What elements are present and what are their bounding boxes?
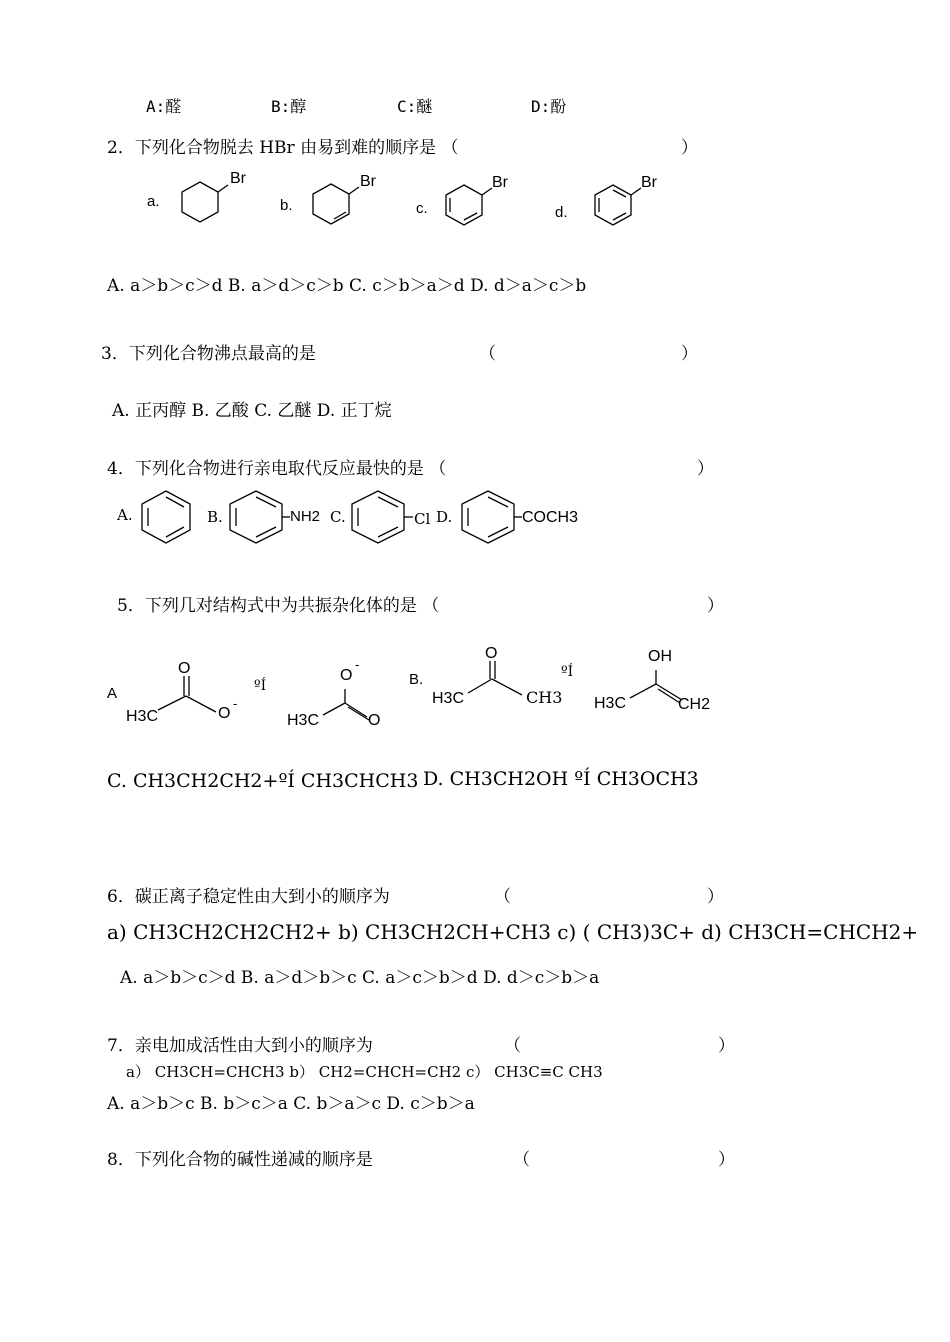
q4-subst-coch3: COCH3: [522, 509, 579, 526]
q1-option-a: A:醛: [146, 97, 182, 116]
q5-label-a: A: [107, 685, 118, 702]
q5-b1-h3c: H3C: [432, 690, 465, 707]
q1-option-b: B:醇: [271, 97, 307, 116]
q5-stem: 5．下列几对结构式中为共振杂化体的是 （: [117, 596, 440, 616]
q5-sep-a: ºÍ: [254, 678, 267, 694]
q2-answers: A. a＞b＞c＞d B. a＞d＞c＞b C. c＞b＞a＞d D. d＞a＞c＞b: [107, 276, 587, 296]
q4-structure-b-aniline: [226, 489, 296, 545]
q8-open-paren: （: [513, 1150, 530, 1170]
q3-answers: A. 正丙醇 B. 乙酸 C. 乙醚 D. 正丁烷: [112, 401, 392, 421]
q4-structure-a-benzene: [138, 489, 198, 545]
q7-open-paren: （: [504, 1036, 521, 1056]
q1-option-d: D:酚: [531, 97, 567, 116]
q8-close-paren: ）: [718, 1150, 735, 1170]
q5-b2-oh: OH: [648, 648, 672, 665]
q3-open-paren: （: [479, 344, 496, 364]
q2-br-a: Br: [230, 170, 246, 187]
q7-items: a） CH3CH=CHCH3 b） CH2=CHCH=CH2 c） CH3C≡C CH3: [126, 1063, 603, 1081]
q2-br-c: Br: [492, 174, 508, 191]
q5-a2-h3c: H3C: [287, 712, 320, 729]
q4-subst-cl: Cl: [414, 510, 431, 528]
q6-answers: A. a＞b＞c＞d B. a＞d＞b＞c C. a＞c＞b＞d D. d＞c＞b＞a: [120, 968, 600, 988]
q7-close-paren: ）: [718, 1036, 735, 1056]
q4-label-b: B.: [207, 508, 223, 526]
q4-stem: 4．下列化合物进行亲电取代反应最快的是 （: [107, 459, 447, 479]
q2-structure-c: [444, 181, 494, 231]
q5-option-d: D. CH3CH2OH ºÍ CH3OCH3: [423, 768, 699, 790]
q2-structure-a: [180, 178, 230, 228]
q2-label-c: c.: [416, 200, 428, 217]
q5-a2-minus: -: [355, 657, 360, 672]
q2-stem: 2．下列化合物脱去 HBr 由易到难的顺序是 （: [107, 138, 459, 158]
q2-br-b: Br: [360, 173, 376, 190]
q4-label-d: D.: [436, 508, 453, 526]
q5-a2-carbonyl-o: O: [368, 712, 381, 729]
q4-structure-c-chlorobenzene: [350, 489, 420, 545]
q6-open-paren: （: [494, 887, 511, 907]
q7-answers: A. a＞b＞c B. b＞c＞a C. b＞a＞c D. c＞b＞a: [107, 1094, 475, 1114]
q5-b2-ch2: CH2: [678, 696, 711, 713]
q5-b2-h3c: H3C: [594, 695, 627, 712]
q2-structure-d: [593, 181, 643, 231]
q5-close-paren: ）: [707, 596, 724, 616]
q5-option-c: C. CH3CH2CH2+ºÍ CH3CHCH3: [107, 770, 419, 792]
q5-a1-carbonyl-o: O: [178, 660, 191, 677]
q6-items: a) CH3CH2CH2CH2+ b) CH3CH2CH+CH3 c) ( CH3)3C+ d) CH3CH=CHCH2+: [107, 920, 919, 944]
q4-label-c: C.: [330, 508, 346, 526]
q2-close-paren: ）: [681, 138, 698, 158]
q2-structure-b: [311, 180, 361, 230]
q2-label-d: d.: [555, 204, 568, 221]
q5-a1-minus: -: [233, 696, 238, 711]
q5-a2-anion-o: O: [340, 667, 353, 684]
q5-a1-h3c: H3C: [126, 708, 159, 725]
q1-option-c: C:醚: [397, 97, 433, 116]
q7-stem: 7．亲电加成活性由大到小的顺序为: [107, 1036, 373, 1056]
q8-stem: 8．下列化合物的碱性递减的顺序是: [107, 1150, 373, 1170]
q2-br-d: Br: [641, 174, 657, 191]
q5-b1-carbonyl-o: O: [485, 645, 498, 662]
q4-structure-d-acetophenone: [458, 489, 528, 545]
q6-stem: 6．碳正离子稳定性由大到小的顺序为: [107, 887, 390, 907]
q6-close-paren: ）: [707, 887, 724, 907]
q3-stem: 3．下列化合物沸点最高的是: [101, 344, 316, 364]
q4-subst-nh2: NH2: [290, 508, 321, 525]
q2-label-a: a.: [147, 193, 160, 210]
q5-b1-ch3: CH3: [526, 688, 563, 707]
q3-close-paren: ）: [681, 344, 698, 364]
q5-label-b: B.: [409, 671, 424, 688]
q5-sep-b: ºÍ: [561, 664, 574, 680]
q5-a1-anion-o: O: [218, 705, 231, 722]
q4-label-a: A.: [117, 506, 133, 524]
q4-close-paren: ）: [697, 459, 714, 479]
q2-label-b: b.: [280, 197, 293, 214]
